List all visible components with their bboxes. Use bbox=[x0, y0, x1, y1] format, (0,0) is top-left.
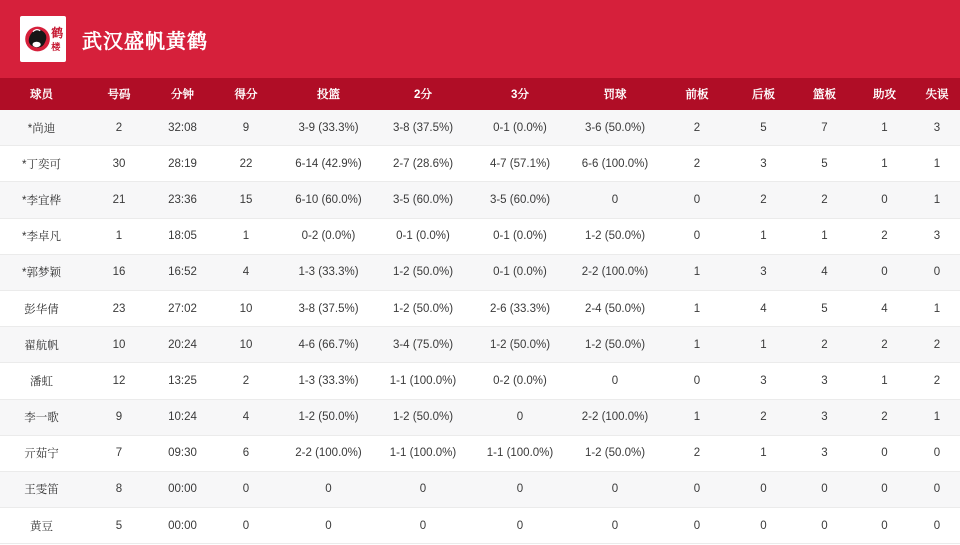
player-name: *郭梦颖 bbox=[0, 254, 83, 290]
stat-cell: 0-2 (0.0%) bbox=[282, 218, 375, 254]
stat-cell: 5 bbox=[733, 110, 794, 146]
stat-cell: 3 bbox=[914, 218, 960, 254]
stat-cell: 10:24 bbox=[155, 399, 210, 435]
stat-cell: 4-6 (66.7%) bbox=[282, 327, 375, 363]
stat-cell: 2-7 (28.6%) bbox=[375, 146, 471, 182]
stat-cell: 2 bbox=[794, 327, 855, 363]
stat-cell: 10 bbox=[210, 290, 282, 326]
stat-cell: 21 bbox=[83, 182, 155, 218]
stat-cell: 1-2 (50.0%) bbox=[282, 399, 375, 435]
stat-cell: 1 bbox=[210, 218, 282, 254]
header-row bbox=[0, 78, 960, 110]
stat-cell: 28:19 bbox=[155, 146, 210, 182]
stat-cell: 1-2 (50.0%) bbox=[375, 399, 471, 435]
stat-cell: 0-1 (0.0%) bbox=[375, 218, 471, 254]
stat-cell: 13:25 bbox=[155, 363, 210, 399]
stat-cell: 3-9 (33.3%) bbox=[282, 110, 375, 146]
stat-cell: 2-2 (100.0%) bbox=[569, 399, 661, 435]
stat-cell: 2 bbox=[661, 110, 733, 146]
stat-cell: 0 bbox=[661, 508, 733, 544]
stat-cell: 9 bbox=[210, 110, 282, 146]
column-header: 号码 bbox=[83, 78, 155, 110]
stat-cell: 4 bbox=[794, 254, 855, 290]
stat-cell: 32:08 bbox=[155, 110, 210, 146]
stat-cell: 8 bbox=[83, 471, 155, 507]
stat-cell: 0 bbox=[471, 471, 569, 507]
player-name: *李宜桦 bbox=[0, 182, 83, 218]
stat-cell: 1 bbox=[661, 290, 733, 326]
column-header: 2分 bbox=[375, 78, 471, 110]
stat-cell: 0 bbox=[569, 508, 661, 544]
stat-cell: 3 bbox=[794, 399, 855, 435]
stat-cell: 2 bbox=[855, 327, 914, 363]
stat-cell: 2 bbox=[855, 218, 914, 254]
stat-cell: 1-3 (33.3%) bbox=[282, 363, 375, 399]
stat-cell: 3-8 (37.5%) bbox=[375, 110, 471, 146]
stat-cell: 3 bbox=[733, 254, 794, 290]
column-header: 得分 bbox=[210, 78, 282, 110]
stat-cell: 10 bbox=[210, 327, 282, 363]
stat-cell: 3 bbox=[794, 363, 855, 399]
table-row bbox=[0, 110, 960, 146]
table-row bbox=[0, 146, 960, 182]
stat-cell: 0-1 (0.0%) bbox=[471, 110, 569, 146]
player-name: 翟航帆 bbox=[0, 327, 83, 363]
stat-cell: 9 bbox=[83, 399, 155, 435]
stat-cell: 1-2 (50.0%) bbox=[569, 327, 661, 363]
stat-cell: 1-2 (50.0%) bbox=[375, 290, 471, 326]
stat-cell: 1 bbox=[794, 218, 855, 254]
player-name: 黄豆 bbox=[0, 508, 83, 544]
stat-cell: 2 bbox=[733, 399, 794, 435]
column-header: 前板 bbox=[661, 78, 733, 110]
stat-cell: 1 bbox=[914, 290, 960, 326]
stat-cell: 18:05 bbox=[155, 218, 210, 254]
stat-cell: 1 bbox=[661, 327, 733, 363]
stat-cell: 2-2 (100.0%) bbox=[282, 435, 375, 471]
stat-cell: 0 bbox=[375, 508, 471, 544]
stat-cell: 7 bbox=[794, 110, 855, 146]
stat-cell: 0 bbox=[914, 508, 960, 544]
crane-icon bbox=[22, 18, 64, 60]
stat-cell: 3 bbox=[914, 110, 960, 146]
stat-cell: 1 bbox=[914, 146, 960, 182]
table-row bbox=[0, 182, 960, 218]
stat-cell: 2-2 (100.0%) bbox=[569, 254, 661, 290]
column-header: 3分 bbox=[471, 78, 569, 110]
svg-text:楼: 楼 bbox=[51, 41, 61, 52]
stat-cell: 0 bbox=[210, 471, 282, 507]
table-row bbox=[0, 399, 960, 435]
stat-cell: 5 bbox=[83, 508, 155, 544]
team-header-banner bbox=[0, 0, 960, 78]
stat-cell: 2 bbox=[733, 182, 794, 218]
stat-cell: 20:24 bbox=[155, 327, 210, 363]
stat-cell: 16 bbox=[83, 254, 155, 290]
stat-cell: 2-6 (33.3%) bbox=[471, 290, 569, 326]
stat-cell: 7 bbox=[83, 435, 155, 471]
stat-cell: 22 bbox=[210, 146, 282, 182]
stat-cell: 0 bbox=[855, 254, 914, 290]
stat-cell: 23:36 bbox=[155, 182, 210, 218]
stat-cell: 3-4 (75.0%) bbox=[375, 327, 471, 363]
stat-cell: 1-2 (50.0%) bbox=[569, 218, 661, 254]
stat-cell: 3 bbox=[733, 363, 794, 399]
stat-cell: 00:00 bbox=[155, 508, 210, 544]
column-header: 分钟 bbox=[155, 78, 210, 110]
column-header: 助攻 bbox=[855, 78, 914, 110]
stat-cell: 5 bbox=[794, 290, 855, 326]
player-name: *李卓凡 bbox=[0, 218, 83, 254]
stat-cell: 2-4 (50.0%) bbox=[569, 290, 661, 326]
table-row bbox=[0, 508, 960, 544]
stat-cell: 0 bbox=[471, 508, 569, 544]
stat-cell: 27:02 bbox=[155, 290, 210, 326]
stat-cell: 1-2 (50.0%) bbox=[569, 435, 661, 471]
stat-cell: 0 bbox=[661, 471, 733, 507]
table-body bbox=[0, 110, 960, 544]
stat-cell: 0 bbox=[282, 471, 375, 507]
stat-cell: 0 bbox=[855, 435, 914, 471]
stat-cell: 1 bbox=[914, 399, 960, 435]
player-name: 彭华倩 bbox=[0, 290, 83, 326]
stat-cell: 1 bbox=[855, 363, 914, 399]
stat-cell: 0 bbox=[914, 254, 960, 290]
stat-cell: 2 bbox=[661, 435, 733, 471]
stat-cell: 0 bbox=[855, 508, 914, 544]
stat-cell: 1 bbox=[855, 110, 914, 146]
stat-cell: 6-14 (42.9%) bbox=[282, 146, 375, 182]
stat-cell: 1-1 (100.0%) bbox=[375, 435, 471, 471]
player-name: 亓茹宁 bbox=[0, 435, 83, 471]
table-row bbox=[0, 290, 960, 326]
stat-cell: 0-1 (0.0%) bbox=[471, 254, 569, 290]
column-header: 投篮 bbox=[282, 78, 375, 110]
stat-cell: 0 bbox=[210, 508, 282, 544]
table-row bbox=[0, 363, 960, 399]
stat-cell: 2 bbox=[83, 110, 155, 146]
stat-cell: 0 bbox=[794, 508, 855, 544]
stat-cell: 1-3 (33.3%) bbox=[282, 254, 375, 290]
stat-cell: 4 bbox=[855, 290, 914, 326]
stat-cell: 0 bbox=[661, 363, 733, 399]
stat-cell: 0 bbox=[855, 182, 914, 218]
stat-cell: 0 bbox=[733, 471, 794, 507]
stat-cell: 0 bbox=[855, 471, 914, 507]
stat-cell: 1 bbox=[733, 218, 794, 254]
stat-cell: 0 bbox=[569, 182, 661, 218]
stat-cell: 0 bbox=[282, 508, 375, 544]
player-name: *尚迪 bbox=[0, 110, 83, 146]
stat-cell: 0 bbox=[375, 471, 471, 507]
stat-cell: 6-10 (60.0%) bbox=[282, 182, 375, 218]
stat-cell: 00:00 bbox=[155, 471, 210, 507]
stat-cell: 15 bbox=[210, 182, 282, 218]
stat-cell: 0 bbox=[569, 471, 661, 507]
stat-cell: 4-7 (57.1%) bbox=[471, 146, 569, 182]
stat-cell: 2 bbox=[914, 363, 960, 399]
table-row bbox=[0, 254, 960, 290]
table-row bbox=[0, 218, 960, 254]
stat-cell: 2 bbox=[794, 182, 855, 218]
player-stats-table bbox=[0, 78, 960, 544]
table-row bbox=[0, 327, 960, 363]
stat-cell: 2 bbox=[914, 327, 960, 363]
stat-cell: 1 bbox=[733, 435, 794, 471]
column-header: 篮板 bbox=[794, 78, 855, 110]
stat-cell: 1 bbox=[855, 146, 914, 182]
stat-cell: 2 bbox=[661, 146, 733, 182]
stat-cell: 1 bbox=[733, 327, 794, 363]
stat-cell: 1 bbox=[661, 399, 733, 435]
column-header: 后板 bbox=[733, 78, 794, 110]
stat-cell: 09:30 bbox=[155, 435, 210, 471]
stat-cell: 23 bbox=[83, 290, 155, 326]
stat-cell: 0 bbox=[661, 182, 733, 218]
stat-cell: 5 bbox=[794, 146, 855, 182]
stat-cell: 1 bbox=[83, 218, 155, 254]
svg-text:鹤: 鹤 bbox=[51, 26, 64, 41]
stat-cell: 1-2 (50.0%) bbox=[375, 254, 471, 290]
stat-cell: 6-6 (100.0%) bbox=[569, 146, 661, 182]
player-name: 李一歌 bbox=[0, 399, 83, 435]
stat-cell: 1 bbox=[914, 182, 960, 218]
stat-cell: 1-2 (50.0%) bbox=[471, 327, 569, 363]
table-row bbox=[0, 471, 960, 507]
stat-cell: 0 bbox=[733, 508, 794, 544]
team-name: 武汉盛帆黄鹤 bbox=[82, 30, 208, 53]
stat-cell: 4 bbox=[210, 399, 282, 435]
player-name: 潘虹 bbox=[0, 363, 83, 399]
stat-cell: 3-6 (50.0%) bbox=[569, 110, 661, 146]
stat-cell: 3-5 (60.0%) bbox=[471, 182, 569, 218]
stat-cell: 3 bbox=[794, 435, 855, 471]
team-logo bbox=[20, 16, 66, 62]
table-header bbox=[0, 78, 960, 110]
table-row bbox=[0, 435, 960, 471]
stat-cell: 0 bbox=[794, 471, 855, 507]
stat-cell: 2 bbox=[210, 363, 282, 399]
stat-cell: 6 bbox=[210, 435, 282, 471]
stat-cell: 0 bbox=[569, 363, 661, 399]
stat-cell: 3-8 (37.5%) bbox=[282, 290, 375, 326]
stat-cell: 0 bbox=[661, 218, 733, 254]
stat-cell: 2 bbox=[855, 399, 914, 435]
column-header: 罚球 bbox=[569, 78, 661, 110]
stat-cell: 1-1 (100.0%) bbox=[375, 363, 471, 399]
player-name: 王雯笛 bbox=[0, 471, 83, 507]
stat-cell: 10 bbox=[83, 327, 155, 363]
stat-cell: 0 bbox=[914, 435, 960, 471]
stat-cell: 0 bbox=[914, 471, 960, 507]
stat-cell: 0-2 (0.0%) bbox=[471, 363, 569, 399]
stat-cell: 0 bbox=[471, 399, 569, 435]
stat-cell: 0-1 (0.0%) bbox=[471, 218, 569, 254]
column-header: 失误 bbox=[914, 78, 960, 110]
stat-cell: 16:52 bbox=[155, 254, 210, 290]
stat-cell: 1 bbox=[661, 254, 733, 290]
stat-cell: 1-1 (100.0%) bbox=[471, 435, 569, 471]
stat-cell: 3-5 (60.0%) bbox=[375, 182, 471, 218]
column-header: 球员 bbox=[0, 78, 83, 110]
player-name: *丁奕可 bbox=[0, 146, 83, 182]
stat-cell: 3 bbox=[733, 146, 794, 182]
stat-cell: 4 bbox=[210, 254, 282, 290]
stat-cell: 12 bbox=[83, 363, 155, 399]
stat-cell: 30 bbox=[83, 146, 155, 182]
stat-cell: 4 bbox=[733, 290, 794, 326]
